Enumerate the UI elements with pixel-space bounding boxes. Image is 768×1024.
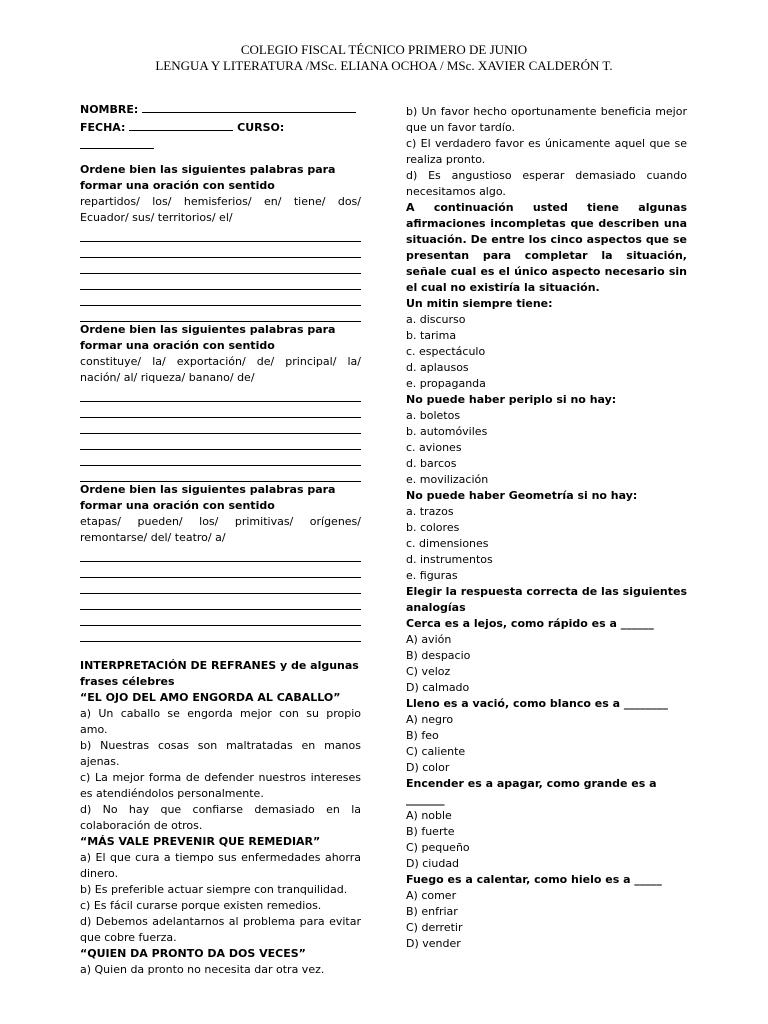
analogia-option[interactable]: A) avión — [406, 633, 452, 646]
analogia-option[interactable]: D) color — [406, 761, 450, 774]
answer-line[interactable] — [80, 434, 361, 450]
answer-line[interactable] — [80, 258, 361, 274]
aspecto-option[interactable]: b. automóviles — [406, 425, 488, 438]
refran-option[interactable]: b) Nuestras cosas son maltratadas en manos ajenas. — [80, 739, 361, 768]
answer-line[interactable] — [80, 306, 361, 322]
analogia-option[interactable]: B) feo — [406, 729, 439, 742]
answer-line[interactable] — [80, 466, 361, 482]
aspecto-option[interactable]: b. tarima — [406, 329, 457, 342]
analogia-option[interactable]: C) caliente — [406, 745, 466, 758]
answer-line[interactable] — [80, 610, 361, 626]
aspecto-option[interactable]: e. movilización — [406, 473, 489, 486]
answer-line[interactable] — [80, 626, 361, 642]
analogia-question: Fuego es a calentar, como hielo es a _____ — [406, 873, 662, 886]
aspecto-option[interactable]: b. colores — [406, 521, 460, 534]
aspecto-question: Un mitin siempre tiene: — [406, 297, 553, 310]
analogia-option[interactable]: C) pequeño — [406, 841, 470, 854]
refranes-section — [80, 658, 361, 978]
aspecto-question: No puede haber periplo si no hay: — [406, 393, 617, 406]
refran-option[interactable]: d) No hay que confiarse demasiado en la colaboración de otros. — [80, 803, 361, 832]
subject-teachers: LENGUA Y LITERATURA /MSc. ELIANA OCHOA / MSc. XAVIER CALDERÓN T. — [155, 58, 613, 73]
analogia-question: Encender es a apagar, como grande es a _______ — [406, 777, 657, 806]
answer-line[interactable] — [80, 562, 361, 578]
analogias-section — [406, 584, 687, 952]
analogia-option[interactable]: A) noble — [406, 809, 452, 822]
nombre-row — [80, 100, 361, 118]
analogia-option[interactable]: C) veloz — [406, 665, 451, 678]
answer-line[interactable] — [80, 274, 361, 290]
analogia-option[interactable]: D) ciudad — [406, 857, 460, 870]
analogia-option[interactable]: B) despacio — [406, 649, 471, 662]
refranes-title: INTERPRETACIÓN DE REFRANES y de algunas frases célebres — [80, 659, 359, 688]
nombre-label: NOMBRE: — [80, 103, 139, 116]
refran-option[interactable]: b) Es preferible actuar siempre con tranquilidad. — [80, 883, 348, 896]
analogia-question: Cerca es a lejos, como rápido es a ______ — [406, 617, 654, 630]
school-name: COLEGIO FISCAL TÉCNICO PRIMERO DE JUNIO — [240, 42, 528, 57]
refran-option[interactable]: d) Es angustioso esperar demasiado cuando necesitamos algo. — [406, 169, 687, 198]
answer-line[interactable] — [80, 578, 361, 594]
answer-line[interactable] — [80, 242, 361, 258]
refran-option[interactable]: b) Un favor hecho oportunamente beneficia mejor que un favor tardío. — [406, 105, 687, 134]
aspecto-option[interactable]: e. figuras — [406, 569, 458, 582]
right-column — [406, 104, 687, 952]
refran-option[interactable]: a) Un caballo se engorda mejor con su propio amo. — [80, 707, 361, 736]
aspecto-question: No puede haber Geometría si no hay: — [406, 489, 638, 502]
refran-option[interactable]: a) El que cura a tiempo sus enfermedades ahorra dinero. — [80, 851, 361, 880]
refran-option[interactable]: a) Quien da pronto no necesita dar otra vez. — [80, 963, 325, 976]
ordenar-instruction: Ordene bien las siguientes palabras para formar una oración con sentido — [80, 163, 336, 192]
analogia-option[interactable]: C) derretir — [406, 921, 463, 934]
document-header — [0, 42, 768, 74]
answer-line[interactable] — [80, 226, 361, 242]
refran-option[interactable]: c) El verdadero favor es únicamente aquel que se realiza pronto. — [406, 137, 687, 166]
ordenar-instruction: Ordene bien las siguientes palabras para formar una oración con sentido — [80, 323, 336, 352]
aspecto-option[interactable]: d. aplausos — [406, 361, 469, 374]
aspecto-option[interactable]: a. boletos — [406, 409, 461, 422]
fecha-row — [80, 118, 361, 154]
left-column — [80, 100, 361, 978]
answer-line[interactable] — [80, 450, 361, 466]
analogia-option[interactable]: B) fuerte — [406, 825, 455, 838]
aspecto-option[interactable]: c. espectáculo — [406, 345, 486, 358]
refran-title: “EL OJO DEL AMO ENGORDA AL CABALLO” — [80, 691, 341, 704]
aspecto-option[interactable]: d. barcos — [406, 457, 457, 470]
ordenar-section-1 — [80, 162, 361, 322]
analogia-question: Lleno es a vació, como blanco es a ________ — [406, 697, 668, 710]
refran-title: “QUIEN DA PRONTO DA DOS VECES” — [80, 947, 306, 960]
answer-line[interactable] — [80, 594, 361, 610]
analogia-option[interactable]: D) vender — [406, 937, 461, 950]
answer-line[interactable] — [80, 402, 361, 418]
fecha-label: FECHA: — [80, 121, 126, 134]
aspecto-option[interactable]: d. instrumentos — [406, 553, 493, 566]
nombre-field[interactable] — [142, 100, 356, 113]
refran-option[interactable]: d) Debemos adelantarnos al problema para evitar que cobre fuerza. — [80, 915, 361, 944]
refran-title: “MÁS VALE PREVENIR QUE REMEDIAR” — [80, 835, 321, 848]
answer-line[interactable] — [80, 290, 361, 306]
refran-option[interactable]: c) La mejor forma de defender nuestros intereses es atendiéndolos personalmente. — [80, 771, 361, 800]
answer-line[interactable] — [80, 546, 361, 562]
ordenar-section-2 — [80, 322, 361, 482]
aspectos-instruction: A continuación usted tiene algunas afirmaciones incompletas que describen una situación. De entre los cinco aspectos que se presentan para completar la situación, señale cual es el único aspecto necesario sin el cual no existiría la situación. — [406, 201, 687, 294]
ordenar-instruction: Ordene bien las siguientes palabras para formar una oración con sentido — [80, 483, 336, 512]
curso-label: CURSO: — [237, 121, 285, 134]
aspecto-option[interactable]: e. propaganda — [406, 377, 486, 390]
aspecto-option[interactable]: c. aviones — [406, 441, 462, 454]
aspecto-option[interactable]: a. discurso — [406, 313, 466, 326]
analogia-option[interactable]: D) calmado — [406, 681, 470, 694]
aspecto-option[interactable]: c. dimensiones — [406, 537, 489, 550]
ordenar-section-3 — [80, 482, 361, 642]
analogia-option[interactable]: A) negro — [406, 713, 454, 726]
curso-field[interactable] — [80, 136, 154, 149]
aspecto-option[interactable]: a. trazos — [406, 505, 454, 518]
refran-option[interactable]: c) Es fácil curarse porque existen remedios. — [80, 899, 322, 912]
answer-line[interactable] — [80, 386, 361, 402]
analogias-instruction: Elegir la respuesta correcta de las siguientes analogías — [406, 585, 687, 614]
answer-line[interactable] — [80, 418, 361, 434]
ordenar-words: repartidos/ los/ hemisferios/ en/ tiene/ dos/ Ecuador/ sus/ territorios/ el/ — [80, 195, 361, 224]
analogia-option[interactable]: A) comer — [406, 889, 457, 902]
aspectos-section — [406, 200, 687, 584]
ordenar-words: constituye/ la/ exportación/ de/ principal/ la/ nación/ al/ riqueza/ banano/ de/ — [80, 355, 361, 384]
analogia-option[interactable]: B) enfriar — [406, 905, 458, 918]
fecha-field[interactable] — [129, 118, 233, 131]
ordenar-words: etapas/ pueden/ los/ primitivas/ orígenes/ remontarse/ del/ teatro/ a/ — [80, 515, 361, 544]
